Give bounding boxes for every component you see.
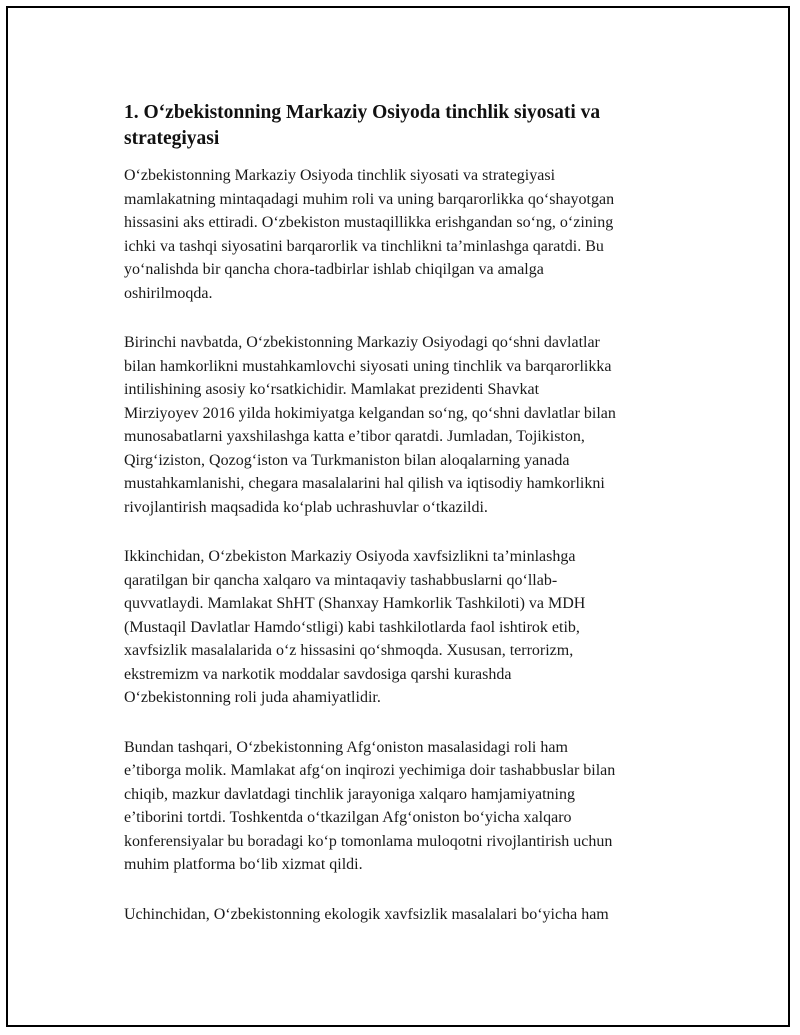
document-body [124, 100, 694, 952]
paragraph-second-point: Ikkinchidan, O‘zbekiston Markaziy Osiyoda xavfsizlikni ta’minlashga qaratilgan bir qancha xalqaro va mintaqaviy tashabbuslarni qo‘llab- quvvatlaydi. Mamlakat ShHT (Shanxay Hamkorlik Tashkiloti) va MDH (Mustaqil Davlatlar Hamdo‘stligi) kabi tashkilotlarda faol ishtirok etib, xavfsizlik masalalarida o‘z hissasini qo‘shmoqda. Xususan, terrorizm, ekstremizm va narkotik moddalar savdosiga qarshi kurashda O‘zbekistonning roli juda ahamiyatlidir. [124, 548, 586, 706]
paragraph-afghanistan: Bundan tashqari, O‘zbekistonning Afg‘oniston masalasidagi roli ham e’tiborga molik. Mamlakat afg‘on inqirozi yechimiga doir tashabbuslar bilan chiqib, mazkur davlatdagi tinchlik jarayoniga xalqaro hamjamiyatning e’tiborini tortdi. Toshkentda o‘tkazilgan Afg‘oniston bo‘yicha xalqaro konferensiyalar bu boradagi ko‘p tomonlama muloqotni rivojlantirish uchun muhim platforma bo‘lib xizmat qildi. [124, 738, 616, 873]
paragraph-first-point: Birinchi navbatda, O‘zbekistonning Markaziy Osiyodagi qo‘shni davlatlar bilan hamkorlikni mustahkamlovchi siyosati uning tinchlik va barqarorlikka intilishining asosiy ko‘rsatkichidir. Mamlakat prezidenti Shavkat Mirziyoyev 2016 yilda hokimiyatga kelgandan so‘ng, qo‘shni davlatlar bilan munosabatlarni yaxshilashga katta e’tibor qaratdi. Jumladan, Tojikiston, Qirg‘iziston, Qozog‘iston va Turkmaniston bilan aloqalarning yanada mustahkamlanishi, chegara masalalarini hal qilish va iqtisodiy hamkorlikni rivojlantirish maqsadida ko‘plab uchrashuvlar o‘tkazildi. [124, 334, 616, 516]
section-heading: 1. O‘zbekistonning Markaziy Osiyoda tinchlik siyosati va strategiyasi [124, 102, 601, 149]
paragraph-intro: O‘zbekistonning Markaziy Osiyoda tinchlik siyosati va strategiyasi mamlakatning mintaqadagi muhim roli va uning barqarorlikka qo‘shayotgan hissasini aks ettiradi. O‘zbekiston mustaqillikka erishgandan so‘ng, o‘zining ichki va tashqi siyosatini barqarorlik va tinchlikni ta’minlashga qaratdi. Bu yo‘nalishda bir qancha chora-tadbirlar ishlab chiqilgan va amalga oshirilmoqda. [124, 167, 615, 302]
page-frame [6, 6, 790, 1027]
paragraph-third-point: Uchinchidan, O‘zbekistonning ekologik xavfsizlik masalalari bo‘yicha ham [124, 905, 609, 923]
